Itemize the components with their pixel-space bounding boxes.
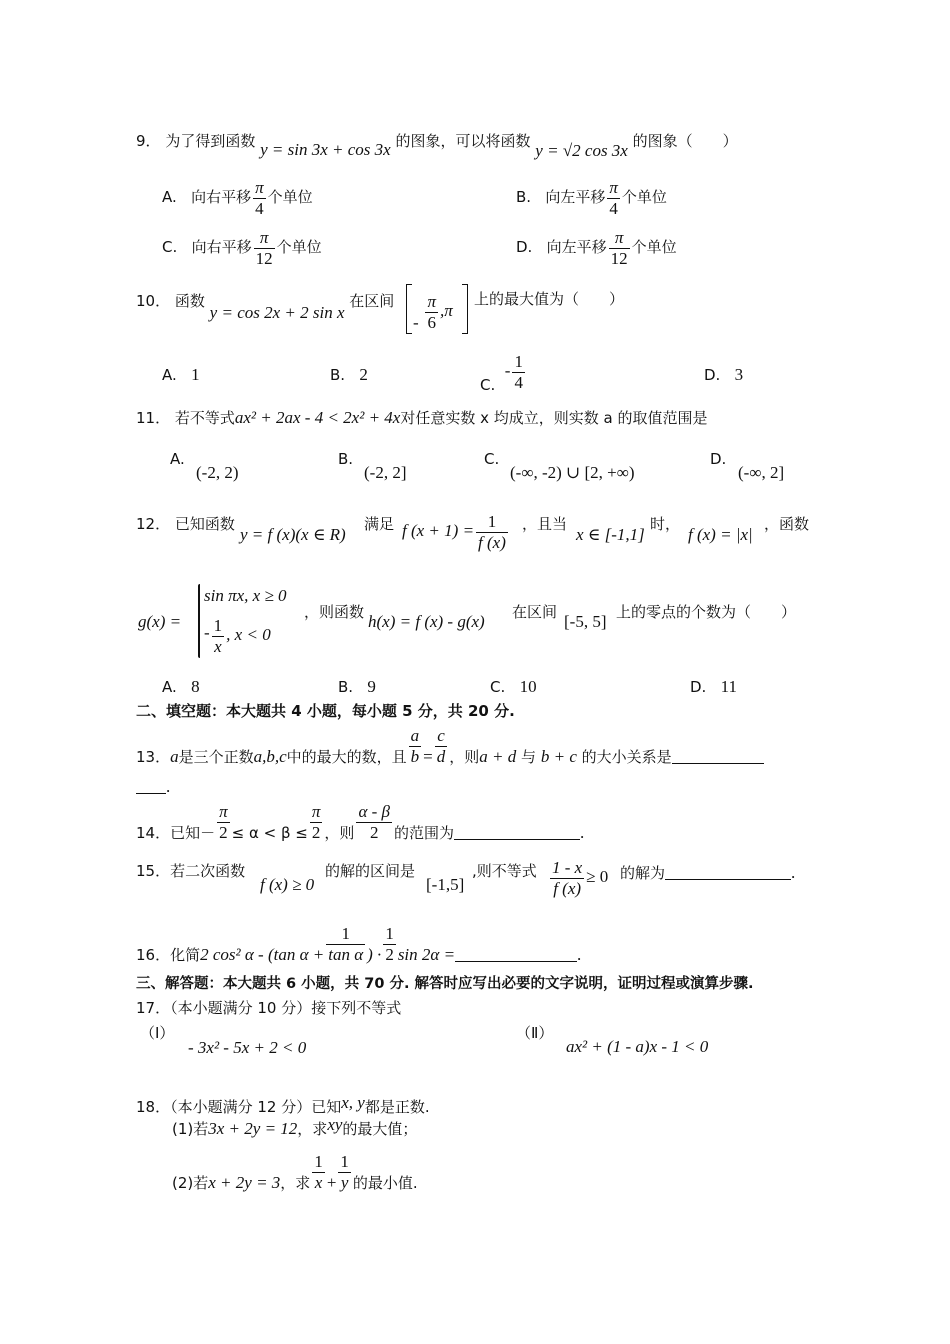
formula: ax² + 2ax - 4 < 2x² + 4x <box>234 408 401 427</box>
option-value: 3 <box>734 365 744 384</box>
interval-end: ,π <box>439 301 453 321</box>
option-b <box>516 178 667 218</box>
question-text: 时， <box>650 515 681 533</box>
question-15 <box>136 864 245 879</box>
question-number: 12． <box>136 515 171 533</box>
question-text: 的图象，可以将函数 <box>395 132 531 150</box>
option-label: D. <box>704 366 721 384</box>
option-label: C. <box>490 678 506 696</box>
formula: h(x) = f (x) - g(x) <box>368 612 485 631</box>
option-label: D. <box>516 238 533 257</box>
answer-blank-continued <box>136 778 170 795</box>
option-text: 个单位 <box>621 188 667 207</box>
question-text: 上的零点的个数为（ ） <box>616 603 797 621</box>
question-number: 16． <box>136 946 171 965</box>
formula: f (x) ≥ 0 <box>260 875 315 894</box>
fraction: $\frac{a}{b}$ <box>410 726 420 766</box>
formula: ≥ 0 <box>586 867 609 887</box>
option-label: D. <box>690 678 707 696</box>
option-d <box>516 228 677 268</box>
formula: 3x + 2y = 12 <box>208 1119 298 1138</box>
option-a <box>162 178 313 218</box>
option-b <box>338 452 353 467</box>
option-text: 个单位 <box>276 238 322 257</box>
fraction: $\frac{1}{4}$ <box>514 352 523 392</box>
option-c <box>480 352 527 395</box>
option-label: B. <box>338 450 354 468</box>
formula: a,b,c <box>253 747 287 767</box>
option-label: A. <box>162 678 177 696</box>
option-value: (-2, 2) <box>196 463 239 482</box>
answer-blank[interactable] <box>455 947 577 962</box>
formula: g(x) = <box>138 612 182 631</box>
interval-left-bracket <box>406 284 412 334</box>
option-label: A. <box>162 188 177 207</box>
option-label: B. <box>338 678 354 696</box>
option-label: D. <box>710 450 727 468</box>
option-label: A. <box>170 450 185 468</box>
question-text: ,则不等式 <box>472 862 537 880</box>
section-heading: 二、填空题：本大题共 4 小题，每小题 5 分，共 20 分. <box>136 702 515 720</box>
question-number: 10． <box>136 292 171 310</box>
option-value: 10 <box>519 677 537 696</box>
formula: 2 cos² α - (tan α + <box>200 945 325 965</box>
question-text: 在区间 <box>349 292 395 310</box>
option-label: A. <box>162 366 177 384</box>
formula: [-1,5] <box>426 875 465 894</box>
question-text: 的大小关系是 <box>581 748 672 767</box>
fraction: $\frac{\pi}{12}$ <box>610 228 628 268</box>
part-label: (2)若 <box>172 1174 209 1193</box>
fraction: $\frac{1 - x}{f (x)}$ <box>552 858 583 898</box>
question-text: 是三个正数 <box>178 748 254 767</box>
question-9 <box>136 132 738 160</box>
question-text: ，求 <box>297 1120 328 1138</box>
option-text: 向左平移 <box>545 188 606 207</box>
option-value: (-∞, -2) ∪ [2, +∞) <box>510 463 635 482</box>
question-text: 上的最大值为（ ） <box>474 290 625 308</box>
piecewise-case: sin πx, x ≥ 0 <box>204 586 287 605</box>
option-b <box>330 366 368 383</box>
equals-sign: = <box>423 747 433 767</box>
question-text: 与 <box>521 748 537 767</box>
question-18 <box>136 1093 430 1116</box>
question-text: 在区间 <box>512 603 558 621</box>
answer-blank[interactable] <box>136 779 166 794</box>
question-text: 为了得到函数 <box>165 132 256 150</box>
period: . <box>791 863 796 882</box>
option-text: 向右平移 <box>191 238 252 257</box>
formula: a <box>170 747 179 767</box>
question-text: ，且当 <box>522 515 568 533</box>
plus-sign: + <box>326 1173 337 1193</box>
fraction: $\frac{\alpha - \beta}{2}$ <box>358 802 390 842</box>
formula: xy <box>327 1115 343 1134</box>
fraction: $\frac{c}{d}$ <box>436 726 446 766</box>
option-text: 向左平移 <box>546 238 607 257</box>
question-text: 已知函数 <box>174 515 235 533</box>
question-number: 14． <box>136 824 171 843</box>
question-text: ，求 <box>280 1174 311 1193</box>
option-text: 个单位 <box>631 238 677 257</box>
question-12 <box>136 517 235 532</box>
question-text: 的最大值； <box>342 1120 418 1138</box>
fraction: $\frac{1}{y}$ <box>340 1152 349 1192</box>
fraction: $\frac{\pi}{12}$ <box>255 228 273 268</box>
question-16 <box>136 924 581 964</box>
question-10 <box>136 292 395 322</box>
question-text: 的最小值. <box>352 1174 418 1193</box>
option-text: 个单位 <box>267 188 313 207</box>
question-text: 的解为 <box>620 864 666 882</box>
option-label: C. <box>480 376 496 395</box>
question-text: 化简 <box>170 946 201 965</box>
question-14 <box>136 802 584 842</box>
formula: x, y <box>341 1093 365 1112</box>
answer-blank[interactable] <box>672 749 764 764</box>
period: . <box>577 945 582 965</box>
question-text: 满足 <box>364 515 395 533</box>
formula: f (x) = |x| <box>688 525 753 544</box>
formula: ) · <box>367 945 382 965</box>
question-text: ≤ α < β ≤ <box>231 824 308 843</box>
question-text: ，则 <box>449 748 480 767</box>
question-text: 的解的区间是 <box>325 862 416 880</box>
question-text: 的范围为 <box>394 824 455 843</box>
option-label: B. <box>330 366 346 384</box>
fraction: $\frac{1}{\text{tan α}}$ <box>328 924 364 964</box>
formula: y = cos 2x + 2 sin x <box>209 303 345 322</box>
question-text: ，则函数 <box>304 603 365 621</box>
question-text: 已知－ <box>170 824 216 843</box>
part-label: (1)若 <box>172 1120 209 1138</box>
option-d <box>690 678 737 695</box>
question-18-part-1 <box>172 1115 418 1138</box>
option-value: (-∞, 2] <box>738 463 785 482</box>
question-text: ，则 <box>324 824 355 843</box>
fraction: $\frac{1}{x}$ <box>213 616 223 656</box>
fraction: $\frac{1}{f (x)}$ <box>478 512 506 552</box>
question-number: 13． <box>136 748 171 767</box>
option-c <box>490 678 537 695</box>
interval-right-bracket <box>462 284 468 334</box>
fraction: $\frac{\pi}{2}$ <box>219 802 228 842</box>
question-number: 9． <box>136 132 161 150</box>
formula: y = √2 cos 3x <box>535 141 628 160</box>
formula: f (x + 1) = $\frac{1}{f (x)}$ <box>402 512 506 552</box>
option-value: 9 <box>367 677 376 696</box>
fraction: $\frac{1}{x}$ <box>314 1152 323 1192</box>
question-text: ，函数 <box>764 515 810 533</box>
answer-area <box>620 864 795 881</box>
section-heading: 三、解答题：本大题共 6 小题，共 70 分. 解答时应写出必要的文字说明，证明过程或演算步骤. <box>136 976 754 992</box>
interval <box>413 292 453 332</box>
option-value: 1 <box>191 365 200 384</box>
formula: a + d <box>479 747 517 767</box>
question-11 <box>136 409 708 426</box>
fraction: $\frac{\pi}{4}$ <box>609 178 618 218</box>
question-text: 函数 <box>174 292 205 310</box>
minus-sign: - <box>504 361 511 381</box>
option-c <box>484 452 499 467</box>
option-text: 向右平移 <box>191 188 252 207</box>
option-value: (-2, 2] <box>364 463 407 482</box>
answer-blank[interactable] <box>454 825 580 840</box>
period: . <box>580 823 585 843</box>
formula: - 3x² - 5x + 2 < 0 <box>188 1038 307 1057</box>
piecewise-case: - $\frac{1}{x}$ , x < 0 <box>204 616 271 656</box>
minus-sign: - <box>413 313 419 333</box>
fraction: $\frac{\pi}{2}$ <box>311 802 321 842</box>
formula: x ∈ [-1,1] <box>576 525 645 544</box>
option-a <box>162 678 200 695</box>
formula: [-5, 5] <box>564 612 607 631</box>
option-a <box>170 452 185 467</box>
question-number: 11． <box>136 409 171 427</box>
fraction-expression <box>548 858 608 898</box>
question-text: 对任意实数 x 均成立，则实数 a 的取值范围是 <box>400 409 708 427</box>
question-text: 的图象（ ） <box>632 132 738 150</box>
question-13 <box>136 726 764 766</box>
question-text: 都是正数. <box>364 1098 430 1116</box>
part-label: （Ⅰ） <box>140 1024 175 1042</box>
option-label: C. <box>162 238 178 257</box>
question-text: 若不等式 <box>174 409 235 427</box>
option-b <box>338 678 376 695</box>
formula: b + c <box>540 747 577 767</box>
option-value: 11 <box>720 677 738 696</box>
question-text: 中的最大的数，且 <box>286 748 407 767</box>
formula: y = f (x)(x ∈ R) <box>240 525 346 544</box>
formula: y = sin 3x + cos 3x <box>260 140 391 159</box>
option-c <box>162 228 322 268</box>
question-18-part-2 <box>172 1152 418 1192</box>
question-text: 若二次函数 <box>170 862 246 880</box>
fraction: $\frac{\pi}{6}$ <box>427 292 436 332</box>
formula: x + 2y = 3 <box>208 1173 281 1193</box>
fraction: $\frac{1}{2}$ <box>385 924 394 964</box>
option-label: B. <box>516 188 532 207</box>
formula: sin 2α = <box>397 945 456 965</box>
piecewise-brace <box>198 584 200 658</box>
option-label: C. <box>484 450 500 468</box>
answer-blank[interactable] <box>665 865 791 880</box>
fraction: $\frac{\pi}{4}$ <box>255 178 264 218</box>
formula: ax² + (1 - a)x - 1 < 0 <box>566 1037 709 1056</box>
option-a <box>162 366 200 383</box>
question-17: 17．（本小题满分 10 分）接下列不等式 <box>136 999 402 1017</box>
period: . <box>166 777 171 796</box>
question-number: 15． <box>136 862 171 880</box>
option-value: 2 <box>359 365 368 384</box>
option-value: 8 <box>191 677 200 696</box>
option-d <box>710 452 726 467</box>
option-d <box>704 366 743 383</box>
part-label: （Ⅱ） <box>516 1024 554 1042</box>
question-text: 18．（本小题满分 12 分）已知 <box>136 1098 342 1116</box>
